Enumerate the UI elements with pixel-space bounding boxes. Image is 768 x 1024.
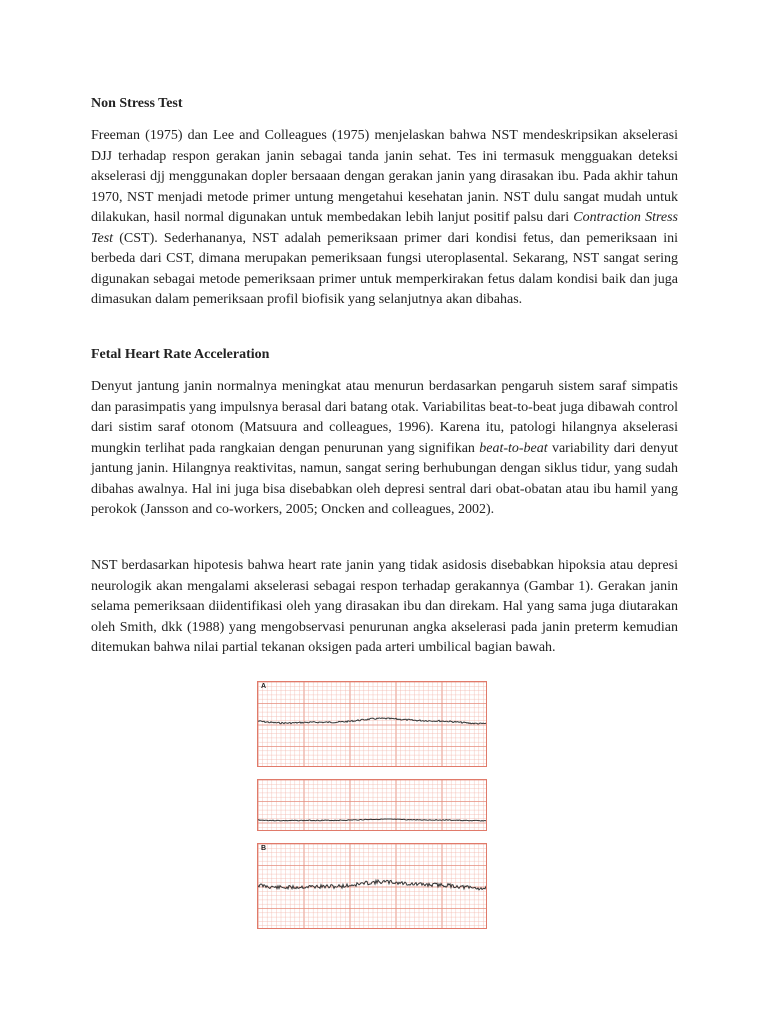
ctg-strip-a-grid	[258, 682, 487, 767]
paragraph-fhr-1	[91, 377, 678, 521]
paragraph-fhr-1-text-2: variability dari denyut jantung janin. Hilangnya reaktivitas, namun, sangat sering berhubungan dengan siklus tidur, yang sudah dibahas awalnya. Hal ini juga bisa disebabkan oleh depresi sentral dari obat-obatan atau ibu hamil yang perokok (Jansson and co-workers, 2005; Oncken and colleagues, 2002).	[91, 440, 678, 517]
ctg-strip-b-graph	[258, 844, 487, 929]
ctg-strip-a-toco-graph	[258, 780, 487, 831]
section-title-non-stress-test: Non Stress Test	[91, 96, 183, 111]
ctg-strip-b	[257, 843, 487, 929]
paragraph-fhr-1-italic-beat: beat-to-beat	[479, 440, 548, 456]
ctg-strip-a-toco-grid	[258, 780, 487, 831]
paragraph-fhr-2: NST berdasarkan hipotesis bahwa heart rate janin yang tidak asidosis disebabkan hipoksia atau depresi neurologik akan mengalami akselerasi sebagai respon terhadap gerakannya (Gambar 1). Gerakan janin selama pemeriksaan diidentifikasi oleh yang dirasakan ibu dan direkam. Hal yang sama juga diutarakan oleh Smith, dkk (1988) yang mengobservasi penurunan angka akselerasi pada janin preterm kemudian ditemukan bahwa nilai partial tekanan oksigen pada arteri umbilical bagian bawah.	[91, 558, 678, 655]
ctg-strip-b-trace	[258, 880, 487, 890]
ctg-strip-a-toco	[257, 779, 487, 831]
ctg-panel-b-label: B	[261, 845, 267, 852]
paragraph-nst-text-1: Freeman (1975) dan Lee and Colleagues (1975) menjelaskan bahwa NST mendeskripsikan akselerasi DJJ terhadap respon gerakan janin sebagai tanda janin sehat. Tes ini termasuk mengguakan deteksi akselerasi djj menggunakan dopler bersaaan dengan gerakan janin yang dirasakan ibu. Pada akhir tahun 1970, NST menjadi metode primer untung mengetahui kesehatan janin. NST dulu sangat mudah untuk dilakukan, hasil normal digunakan untuk membedakan lebih lanjut positif palsu dari	[91, 128, 678, 225]
paragraph-nst-italic-cst: Contraction Stress Test	[91, 210, 678, 246]
ctg-strip-a-trace	[258, 718, 487, 724]
paragraph-nst	[91, 126, 678, 311]
paragraph-fhr-1-text-1: Denyut jantung janin normalnya meningkat atau menurun berdasarkan pengaruh sistem saraf simpatis dan parasimpatis yang impulsnya berasal dari batang otak. Variabilitas beat-to-beat juga dibawah control dari sistim saraf otonom (Matsuura and colleagues, 1996). Karena itu, patologi hilangnya akselerasi mungkin terlihat pada rangkaian dengan penurunan yang signifikan	[91, 379, 678, 456]
ctg-strip-a-toco-trace	[258, 819, 487, 821]
paragraph-nst-text-2: (CST). Sederhananya, NST adalah pemeriksaan primer dari kondisi fetus, dan pemeriksaan ini berbeda dari CST, dimana merupakan pemeriksaan fungsi uteroplasental. Sekarang, NST sangat sering digunakan sebagai metode pemeriksaan primer untuk memperkirakan fetus dalam kondisi baik dan juga dimasukan dalam pemeriksaan profil biofisik yang selanjutnya akan dibahas.	[91, 230, 678, 307]
ctg-strip-a-graph	[258, 682, 487, 767]
ctg-panel-a-label: A	[261, 683, 267, 690]
ctg-strip-a	[257, 681, 487, 767]
section-title-fhr-acceleration: Fetal Heart Rate Acceleration	[91, 347, 270, 362]
